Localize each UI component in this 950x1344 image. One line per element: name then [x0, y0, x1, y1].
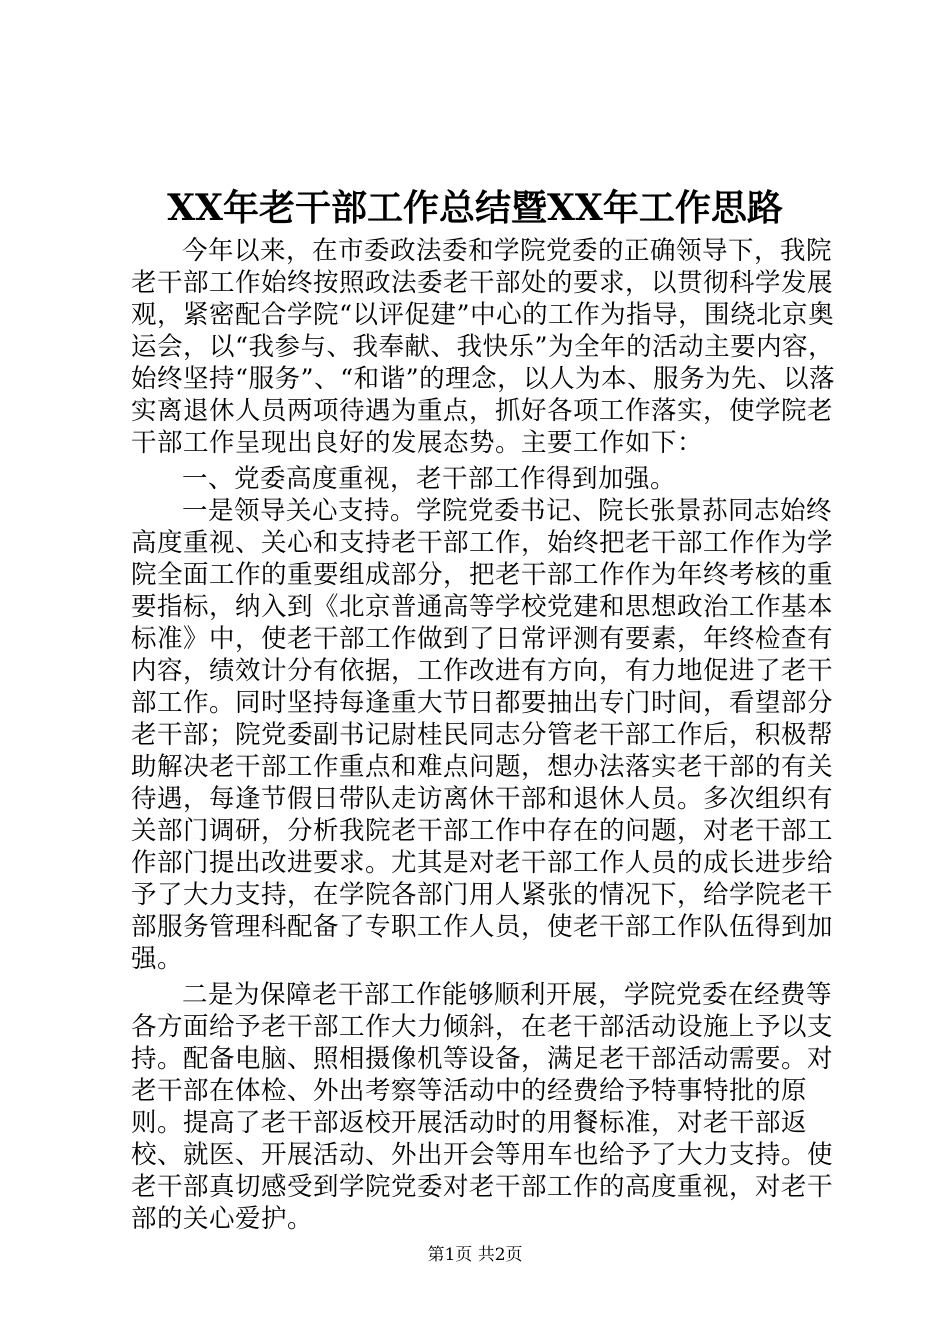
document-title: XX年老干部工作总结暨XX年工作思路 — [167, 187, 783, 229]
paragraph-intro: 今年以来，在市委政法委和学院党委的正确领导下，我院老干部工作始终按照政法委老干部处的要求，以贯彻科学发展观，紧密配合学院“以评促建”中心的工作为指导，围绕北京奥运会，以“我参与、我奉献、我快乐”为全年的活动主要内容，始终坚持“服务”、“和谐”的理念，以人为本、服务为先、以落实离退休人员两项待遇为重点，抓好各项工作落实，使学院老干部工作呈现出良好的发展态势。主要工作如下： — [131, 236, 836, 458]
paragraph-section-heading: 一、党委高度重视，老干部工作得到加强。 — [182, 464, 677, 494]
page-footer: 第1页 共2页 — [427, 1245, 523, 1265]
document-body — [131, 235, 851, 1239]
paragraph-leadership-support: 一是领导关心支持。学院党委书记、院长张景荪同志始终高度重视、关心和支持老干部工作，始终把老干部工作作为学院全面工作的重要组成部分，把老干部工作作为年终考核的重要指标，纳入到《北京普通高等学校党建和思想政治工作基本标准》中，使老干部工作做到了日常评测有要素，年终检查有内容，绩效计分有依据，工作改进有方向，有力地促进了老干部工作。同时坚持每逢重大节日都要抽出专门时间，看望部分老干部；院党委副书记尉桂民同志分管老干部工作后，积极帮助解决老干部工作重点和难点问题，想办法落实老干部的有关待遇，每逢节假日带队走访离休干部和退休人员。多次组织有关部门调研，分析我院老干部工作中存在的问题，对老干部工作部门提出改进要求。尤其是对老干部工作人员的成长进步给予了大力支持，在学院各部门用人紧张的情况下，给学院老干部服务管理科配备了专职工作人员，使老干部工作队伍得到加强。 — [131, 496, 834, 974]
paragraph-funding-support: 二是为保障老干部工作能够顺利开展，学院党委在经费等各方面给予老干部工作大力倾斜，在老干部活动设施上予以支持。配备电脑、照相摄像机等设备，满足老干部活动需要。对老干部在体检、外出考察等活动中的经费给予特事特批的原则。提高了老干部返校开展活动时的用餐标准，对老干部返校、就医、开展活动、外出开会等用车也给予了大力支持。使老干部真切感受到学院党委对老干部工作的高度重视，对老干部的关心爱护。 — [131, 980, 834, 1234]
